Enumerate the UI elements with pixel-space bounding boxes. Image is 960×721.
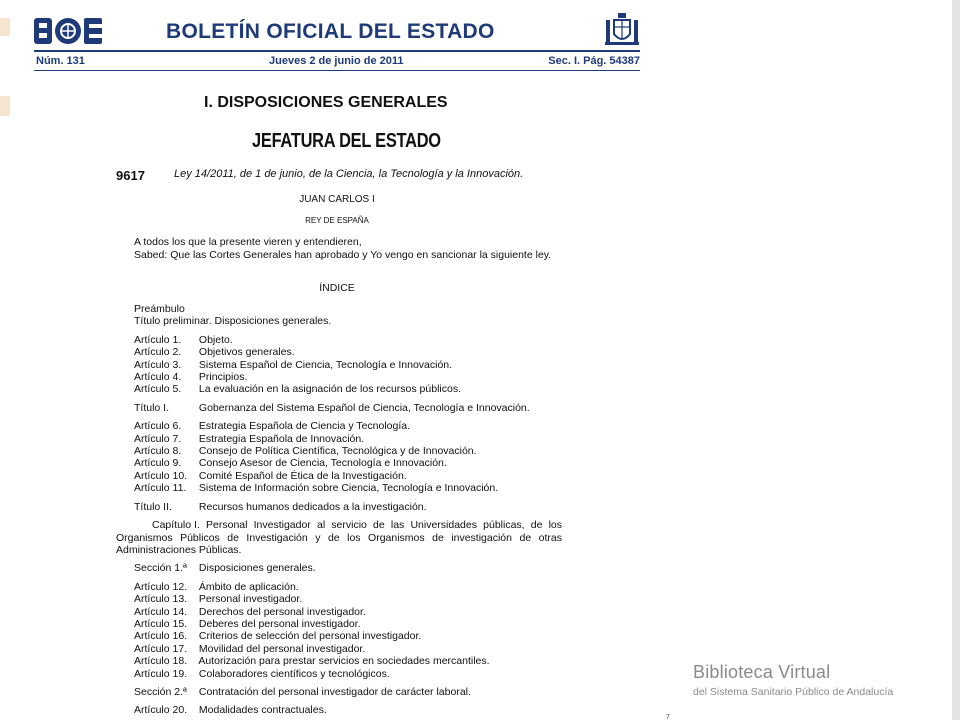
toc-entry — [116, 562, 562, 574]
toc-entry-label: Artículo 2. — [134, 346, 182, 359]
toc-entry-text: Colaboradores científicos y tecnológicos. — [198, 667, 390, 680]
toc-entry-label: Artículo 1. — [134, 333, 182, 346]
toc-entry — [116, 704, 562, 716]
table-of-contents — [116, 303, 562, 717]
toc-entry — [116, 593, 562, 605]
toc-entry-text: Criterios de selección del personal investigador. — [198, 630, 422, 643]
toc-entry-label: Artículo 20. — [134, 704, 188, 717]
header-rule — [34, 50, 640, 52]
intro-line: A todos los que la presente vieren y entendieren, — [134, 236, 362, 248]
law-number: 9617 — [116, 168, 145, 183]
toc-entry — [116, 383, 562, 395]
toc-entry-label: Artículo 17. — [134, 642, 188, 655]
law-title: Ley 14/2011, de 1 de junio, de la Ciencia, la Tecnología y la Innovación. — [174, 168, 524, 180]
toc-entry-text: Modalidades contractuales. — [198, 704, 327, 717]
toc-entry — [116, 643, 562, 655]
left-edge-mark — [0, 96, 10, 116]
toc-entry-label: Artículo 15. — [134, 617, 188, 630]
toc-entry-label: Artículo 11. — [134, 482, 187, 495]
toc-entry-label: Capítulo I. — [152, 519, 200, 532]
toc-entry-label: Preámbulo — [134, 303, 185, 315]
toc-entry-label: Artículo 7. — [134, 432, 182, 445]
toc-entry-text: Deberes del personal investigador. — [198, 617, 361, 630]
toc-entry-text: Objeto. — [198, 333, 233, 346]
toc-entry — [116, 606, 562, 618]
toc-entry-text: Objetivos generales. — [198, 346, 295, 359]
document-page — [34, 10, 670, 721]
monarch-title: REY DE ESPAÑA — [305, 216, 369, 225]
toc-entry-label: Artículo 6. — [134, 420, 182, 433]
toc-entry — [116, 334, 562, 346]
toc-entry-text: Derechos del personal investigador. — [198, 605, 366, 618]
toc-entry-text: Autorización para prestar servicios en sociedades mercantiles. — [198, 655, 490, 668]
left-edge-mark — [0, 18, 10, 36]
toc-entry — [116, 630, 562, 642]
toc-entry-text: Personal investigador. — [198, 593, 303, 606]
toc-entry-label: Título preliminar. — [134, 315, 212, 328]
intro-line: Sabed: Que las Cortes Generales han aprobado y Yo vengo en sancionar la siguiente ley. — [134, 248, 552, 261]
watermark-subtitle: del Sistema Sanitario Público de Andalucía — [693, 686, 894, 698]
monarch-name: JUAN CARLOS I — [299, 194, 375, 205]
toc-entry-text: Gobernanza del Sistema Español de Ciencia, Tecnología e Innovación. — [198, 401, 530, 414]
toc-entry-label: Artículo 12. — [134, 580, 188, 593]
toc-entry-label: Artículo 3. — [134, 358, 182, 371]
header-rule-bottom — [34, 70, 640, 71]
toc-entry — [116, 402, 562, 414]
section-page: Sec. I. Pág. 54387 — [548, 55, 640, 67]
toc-entry-text: La evaluación en la asignación de los recursos públicos. — [198, 383, 462, 396]
toc-entry-text: Disposiciones generales. — [214, 315, 332, 328]
toc-entry — [116, 618, 562, 630]
toc-entry-text: Recursos humanos dedicados a la investigación. — [198, 500, 427, 513]
issue-date: Jueves 2 de junio de 2011 — [269, 55, 404, 67]
toc-entry — [116, 470, 562, 482]
toc-entry-text: Estrategia Española de Ciencia y Tecnología. — [198, 420, 411, 433]
toc-entry-text: Sistema Español de Ciencia, Tecnología e Innovación. — [198, 358, 453, 371]
toc-entry-label: Artículo 14. — [134, 605, 188, 618]
masthead-title: BOLETÍN OFICIAL DEL ESTADO — [166, 20, 495, 43]
issue-number: Núm. 131 — [36, 55, 85, 67]
toc-entry-text: Sistema de Información sobre Ciencia, Tecnología e Innovación. — [198, 482, 499, 495]
toc-entry-text: Movilidad del personal investigador. — [198, 642, 366, 655]
toc-entry-label: Artículo 5. — [134, 383, 182, 396]
toc-entry — [116, 315, 562, 327]
toc-entry-text: Consejo Asesor de Ciencia, Tecnología e Innovación. — [198, 457, 447, 470]
toc-entry-label: Sección 2.ª — [134, 685, 187, 698]
toc-entry — [116, 433, 562, 445]
right-edge-strip — [952, 0, 960, 720]
toc-entry-text: Comité Español de Ética de la Investigación. — [198, 469, 407, 482]
toc-entry-text: Ámbito de aplicación. — [198, 580, 299, 593]
toc-entry — [116, 482, 562, 494]
section-heading: I. DISPOSICIONES GENERALES — [204, 94, 448, 111]
toc-entry-label: Artículo 16. — [134, 630, 188, 643]
toc-entry — [116, 686, 562, 698]
toc-entry-text: Estrategia Española de Innovación. — [198, 432, 365, 445]
toc-entry — [116, 457, 562, 469]
toc-entry-label: Artículo 13. — [134, 593, 188, 606]
toc-entry — [116, 501, 562, 513]
index-heading: ÍNDICE — [319, 282, 355, 294]
toc-entry-label: Artículo 9. — [134, 457, 182, 470]
department-heading: JEFATURA DEL ESTADO — [252, 130, 441, 152]
toc-entry — [116, 668, 562, 680]
toc-entry-label: Título I. — [134, 401, 170, 414]
toc-entry — [116, 303, 562, 315]
toc-entry-text: Disposiciones generales. — [198, 562, 316, 575]
coat-of-arms-icon — [604, 12, 640, 48]
toc-entry-label: Artículo 18. — [134, 655, 188, 668]
toc-entry-label: Artículo 19. — [134, 667, 188, 680]
toc-entry-label: Artículo 4. — [134, 371, 182, 384]
toc-entry — [116, 519, 562, 556]
boe-logo — [34, 16, 104, 46]
toc-entry — [116, 359, 562, 371]
toc-entry — [116, 581, 562, 593]
page-edge-mark: 7 — [666, 714, 670, 721]
toc-entry-label: Artículo 10. — [134, 469, 188, 482]
toc-entry — [116, 371, 562, 383]
toc-entry-text: Consejo de Política Científica, Tecnológica y de Innovación. — [198, 445, 477, 458]
intro-text — [116, 236, 562, 261]
toc-entry — [116, 445, 562, 457]
toc-entry-label: Sección 1.ª — [134, 562, 187, 575]
watermark — [693, 662, 893, 698]
toc-entry-label: Artículo 8. — [134, 445, 182, 458]
toc-entry — [116, 420, 562, 432]
toc-entry-text: Personal Investigador al servicio de las Universidades públicas, de los Organismos Públicos de Investigación y de los Organismos de investigación de otras Administraciones Públicas. — [116, 519, 562, 556]
toc-entry — [116, 655, 562, 667]
toc-entry — [116, 346, 562, 358]
toc-entry-text: Principios. — [198, 371, 248, 384]
watermark-title: Biblioteca Virtual — [693, 662, 831, 682]
toc-entry-label: Título II. — [134, 500, 172, 513]
toc-entry-text: Contratación del personal investigador de carácter laboral. — [198, 685, 471, 698]
